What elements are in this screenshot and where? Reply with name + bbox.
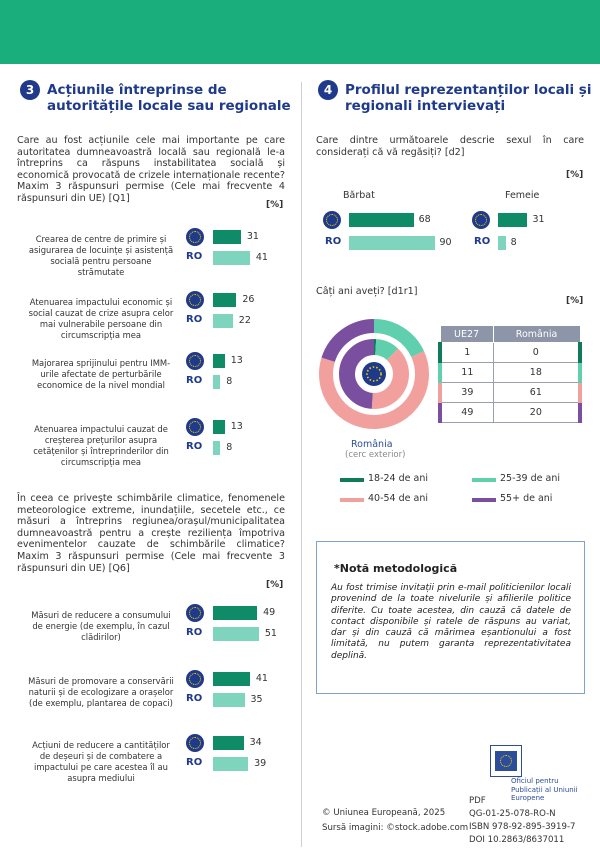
age-ro-cell: 18 [493, 363, 580, 383]
legend-label: 18-24 de ani [368, 473, 429, 484]
bar-eu [213, 293, 236, 307]
eu-flag-icon [186, 670, 204, 688]
category-label: Măsuri de promovare a conservării naturii și de ecologizare a orașelor (de exemplu, plantarea de copaci) [28, 676, 174, 708]
legend-swatch [472, 478, 496, 482]
ro-label: RO [186, 693, 203, 704]
category-label: Crearea de centre de primire și asigurarea de locuințe și asistență socială pentru persoane strămutate [28, 234, 174, 277]
legend-swatch [340, 478, 364, 482]
publisher-name: Oficiul pentru Publicații al Uniunii Europene [511, 777, 578, 802]
age-eu-cell: 49 [440, 403, 493, 423]
section-3-number: 3 [20, 80, 40, 100]
ro-label: RO [474, 236, 491, 247]
bar-value-eu: 31 [532, 214, 545, 225]
donut-sublabel: (cerc exterior) [345, 450, 406, 460]
age-donut-chart [318, 318, 430, 430]
section-4-number: 4 [318, 80, 338, 100]
age-table-header-eu: UE27 [440, 326, 493, 343]
ro-label: RO [186, 627, 203, 638]
bar-value-eu: 68 [418, 214, 431, 225]
q6-question: În ceea ce privește schimbările climatice, fenomenele meteorologice extreme, inundațiile, secetele etc., ce măsuri a întreprins regiunea/orașul/municipalitatea dumneavoastră pentru a crește reziliența împotriva evenimentelor cauzate de schimbările climatice? Maxim 3 răspunsuri permise (Cele mai frecvente 3 răspunsuri din UE) [Q6] [17, 493, 285, 574]
bar-eu [213, 420, 225, 434]
q1-unit: [%] [266, 200, 284, 210]
ro-label: RO [325, 236, 342, 247]
top-band [0, 0, 600, 64]
ro-label: RO [186, 757, 203, 768]
donut-label: România [351, 439, 393, 450]
age-table-row [440, 343, 580, 363]
isbn: ISBN 978-92-895-3919-7 [469, 822, 576, 832]
q1-question: Care au fost acțiunile cele mai importante pe care autoritatea dumneavoastră locală sau regională le-a întreprins ca răspuns instabilitatea socială și economică provocată de crizele internaționale recente? Maxim 3 răspunsuri permise (Cele mai frecvente 4 răspunsuri din UE) [Q1] [17, 135, 285, 204]
category-label: Acțiuni de reducere a cantităților de deșeuri și de combatere a impactului pe care acestea îl au asupra mediului [32, 740, 170, 783]
bar-value-ro: 8 [226, 376, 233, 387]
bar-eu [213, 230, 241, 244]
male-label: Bărbat [343, 190, 375, 201]
eu-center-flag-icon [362, 362, 386, 386]
age-table-row [440, 383, 580, 403]
ro-label: RO [186, 375, 203, 386]
bar-value-ro: 8 [510, 237, 517, 248]
ro-label: RO [186, 314, 203, 325]
bar-value-eu: 49 [263, 607, 276, 618]
publications-office-logo [490, 745, 522, 777]
eu-flag-icon [186, 418, 204, 436]
bar-value-eu: 13 [230, 355, 243, 366]
bar-eu [213, 672, 250, 686]
eu-flag-icon [186, 228, 204, 246]
category-label: Majorarea sprijinului pentru IMM-urile afectate de perturbările economice de la nivel mondial [31, 358, 171, 390]
bar-ro [213, 251, 250, 265]
category-label: Măsuri de reducere a consumului de energie (de exemplu, în cazul clădirilor) [31, 610, 171, 642]
bar-value-ro: 51 [264, 628, 277, 639]
age-question: Câți ani aveți? [d1r1] [316, 286, 418, 297]
bar-value-ro: 39 [254, 758, 267, 769]
bar-value-eu: 31 [246, 231, 259, 242]
sex-unit: [%] [566, 170, 584, 180]
age-eu-cell: 11 [440, 363, 493, 383]
bar-value-ro: 22 [238, 315, 251, 326]
age-eu-cell: 1 [440, 343, 493, 363]
section-3-title [47, 82, 291, 114]
bar-ro [213, 757, 248, 771]
copyright: © Uniunea Europeană, 2025 [322, 808, 446, 818]
legend-label: 40-54 de ani [368, 493, 429, 504]
bar-eu [349, 213, 414, 227]
bar-eu [498, 213, 527, 227]
bar-ro [213, 375, 220, 389]
pdf-label: PDF [469, 796, 486, 806]
section-3-title-line1: Acțiunile întreprinse de [47, 82, 227, 98]
legend-label: 55+ de ani [500, 493, 553, 504]
bar-value-eu: 13 [230, 421, 243, 432]
age-eu-cell: 39 [440, 383, 493, 403]
age-ro-cell: 61 [493, 383, 580, 403]
bar-value-ro: 90 [439, 237, 452, 248]
age-table-header-ro: România [493, 326, 580, 343]
bar-ro [349, 236, 435, 250]
section-4-title [345, 82, 591, 114]
catalog-code: QG-01-25-078-RO-N [469, 809, 556, 819]
section-4-title-line2: regionali intervievați [345, 98, 506, 114]
bar-ro [213, 441, 220, 455]
eu-ring-slice-1 [376, 347, 393, 354]
eu-flag-icon [186, 604, 204, 622]
bar-value-ro: 41 [255, 252, 268, 263]
eu-flag-icon [186, 291, 204, 309]
age-table-row [440, 363, 580, 383]
section-4-title-line1: Profilul reprezentanților locali și [345, 82, 592, 98]
section-3-title-line2: autoritățile locale sau regionale [47, 98, 291, 114]
bar-value-ro: 8 [226, 442, 233, 453]
image-source: Sursă imagini: ©stock.adobe.com [322, 823, 469, 833]
eu-flag-icon [186, 734, 204, 752]
note-title: *Notă metodologică [334, 562, 458, 575]
legend-swatch [340, 498, 364, 502]
bar-eu [213, 606, 257, 620]
age-ro-cell: 0 [493, 343, 580, 363]
sex-question: Care dintre următoarele descrie sexul în care considerați că vă regăsiți? [d2] [316, 135, 584, 158]
bar-ro [213, 627, 259, 641]
legend-swatch [472, 498, 496, 502]
category-label: Atenuarea impactului cauzat de creșterea prețurilor asupra cetățenilor și întreprinderilor din circumscripția mea [33, 424, 169, 467]
bar-value-eu: 26 [242, 294, 255, 305]
note-text: Au fost trimise invitații prin e-mail politicienilor locali provenind de la toate nivelurile și afilierile politice diferite. Cu toate acestea, din cauză că datele de contact disponibile și ratele de răspuns au variat, dar și din cauză că mărimea eșantionului a fost limitată, nu putem garanta reprezentativitatea deplină. [331, 583, 571, 661]
legend-label: 25-39 de ani [500, 473, 561, 484]
bar-ro [213, 693, 245, 707]
ro-label: RO [186, 441, 203, 452]
female-label: Femeie [505, 190, 540, 201]
age-table-row [440, 403, 580, 423]
category-label: Atenuarea impactului economic și social cauzat de crize asupra celor mai vulnerabile persoane din circumscripția mea [28, 297, 174, 340]
bar-value-eu: 41 [255, 673, 268, 684]
age-table [438, 325, 582, 423]
bar-value-eu: 34 [249, 737, 262, 748]
bar-ro [498, 236, 506, 250]
bar-ro [213, 314, 233, 328]
age-unit: [%] [566, 296, 584, 306]
age-ro-cell: 20 [493, 403, 580, 423]
bar-eu [213, 736, 244, 750]
q6-unit: [%] [266, 580, 284, 590]
eu-flag-icon [186, 352, 204, 370]
bar-value-ro: 35 [250, 694, 263, 705]
eu-flag-icon [323, 211, 341, 229]
eu-flag-icon [472, 211, 490, 229]
column-divider [301, 82, 302, 847]
bar-eu [213, 354, 225, 368]
ro-label: RO [186, 251, 203, 262]
doi: DOI 10.2863/8637011 [469, 835, 565, 845]
